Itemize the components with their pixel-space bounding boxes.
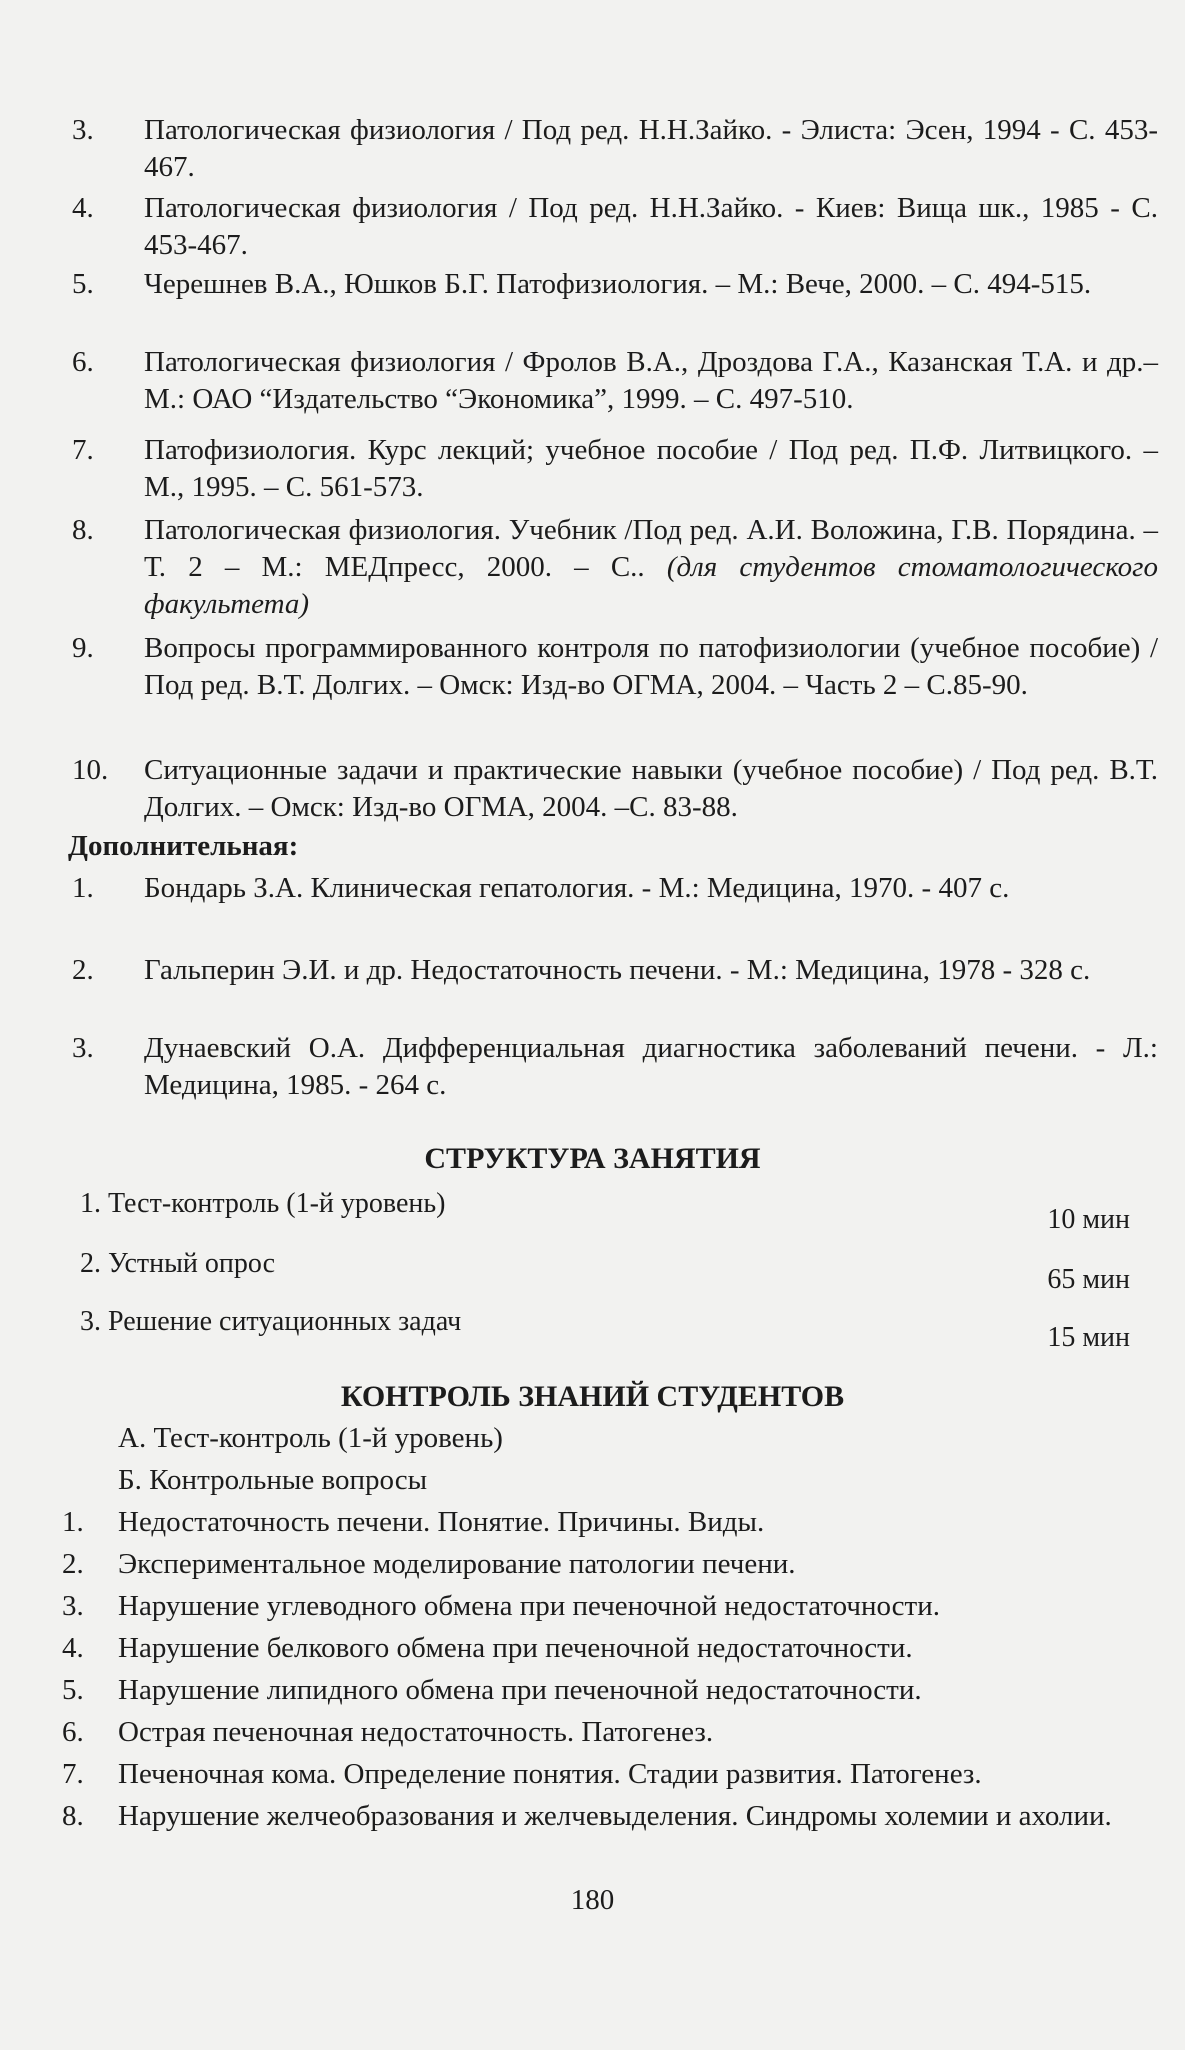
reference-number: 7.	[72, 434, 94, 466]
reference-text	[144, 512, 1158, 623]
structure-label: 1. Тест-контроль (1-й уровень)	[80, 1188, 446, 1219]
page-number: 180	[570, 1884, 615, 1916]
question-number: 4.	[62, 1632, 84, 1664]
reference-number: 8.	[72, 514, 94, 546]
reference-number: 6.	[72, 346, 94, 378]
question-number: 1.	[62, 1506, 84, 1538]
structure-time: 65 мин	[1047, 1264, 1130, 1295]
control-subheading-a: А. Тест-контроль (1-й уровень)	[118, 1422, 503, 1454]
reference-number: 1.	[72, 872, 94, 904]
question-number: 5.	[62, 1674, 84, 1706]
reference-note-italic: (для студентов стоматологического факультета)	[144, 551, 1158, 620]
reference-number: 4.	[72, 192, 94, 224]
reference-text: Патологическая физиология / Фролов В.А., Дроздова Г.А., Казанская Т.А. и др.– М.: ОАО “Издательство “Экономика”, 1999. – С. 497-510.	[144, 346, 1158, 415]
structure-label: 2. Устный опрос	[80, 1248, 276, 1279]
reference-text: Патологическая физиология / Под ред. Н.Н.Зайко. - Киев: Вища шк., 1985 - С. 453-467.	[144, 192, 1158, 261]
reference-text: Ситуационные задачи и практические навыки (учебное пособие) / Под ред. В.Т. Долгих. – Омск: Изд-во ОГМА, 2004. –С. 83-88.	[144, 754, 1158, 823]
structure-label: 3. Решение ситуационных задач	[80, 1306, 462, 1337]
question-text: Нарушение липидного обмена при печеночной недостаточности.	[118, 1674, 922, 1706]
question-text: Нарушение углеводного обмена при печеночной недостаточности.	[118, 1590, 940, 1622]
question-number: 2.	[62, 1548, 84, 1580]
reference-text: Патофизиология. Курс лекций; учебное пособие / Под ред. П.Ф. Литвицкого. – М., 1995. – С. 561-573.	[144, 434, 1158, 503]
structure-time: 15 мин	[1047, 1322, 1130, 1353]
question-text: Недостаточность печени. Понятие. Причины. Виды.	[118, 1506, 765, 1538]
reference-text: Дунаевский О.А. Дифференциальная диагностика заболеваний печени. - Л.: Медицина, 1985. - 264 с.	[144, 1032, 1158, 1101]
control-title: КОНТРОЛЬ ЗНАНИЙ СТУДЕНТОВ	[340, 1380, 845, 1413]
question-text: Печеночная кома. Определение понятия. Стадии развития. Патогенез.	[118, 1758, 982, 1790]
reference-number: 9.	[72, 632, 94, 664]
reference-text-main: Патологическая физиология. Учебник /Под ред. А.И. Воложина, Г.В. Порядина. – Т. 2 – М.: МЕДпресс, 2000. – С..	[144, 514, 1158, 583]
control-subheading-b: Б. Контрольные вопросы	[118, 1464, 428, 1496]
question-text: Нарушение желчеобразования и желчевыделения. Синдромы холемии и ахолии.	[118, 1800, 1112, 1832]
question-text: Нарушение белкового обмена при печеночной недостаточности.	[118, 1632, 913, 1664]
reference-text: Черешнев В.А., Юшков Б.Г. Патофизиология. – М.: Вече, 2000. – С. 494-515.	[144, 268, 1092, 300]
question-text: Экспериментальное моделирование патологии печени.	[118, 1548, 796, 1580]
reference-number: 5.	[72, 268, 94, 300]
question-number: 6.	[62, 1716, 84, 1748]
question-number: 8.	[62, 1800, 84, 1832]
question-number: 7.	[62, 1758, 84, 1790]
reference-number: 10.	[72, 754, 109, 786]
reference-text: Вопросы программированного контроля по патофизиологии (учебное пособие) / Под ред. В.Т. Долгих. – Омск: Изд-во ОГМА, 2004. – Часть 2 – С.85-90.	[144, 632, 1158, 701]
reference-text: Бондарь З.А. Клиническая гепатология. - М.: Медицина, 1970. - 407 с.	[144, 872, 1010, 904]
additional-heading: Дополнительная:	[68, 830, 299, 862]
question-number: 3.	[62, 1590, 84, 1622]
reference-text: Патологическая физиология / Под ред. Н.Н.Зайко. - Элиста: Эсен, 1994 - С. 453-467.	[144, 114, 1158, 183]
reference-number: 3.	[72, 1032, 94, 1064]
reference-number: 2.	[72, 954, 94, 986]
reference-number: 3.	[72, 114, 94, 146]
structure-time: 10 мин	[1047, 1204, 1130, 1235]
structure-title: СТРУКТУРА ЗАНЯТИЯ	[424, 1142, 761, 1175]
question-text: Острая печеночная недостаточность. Патогенез.	[118, 1716, 714, 1748]
reference-text: Гальперин Э.И. и др. Недостаточность печени. - М.: Медицина, 1978 - 328 с.	[144, 954, 1091, 986]
